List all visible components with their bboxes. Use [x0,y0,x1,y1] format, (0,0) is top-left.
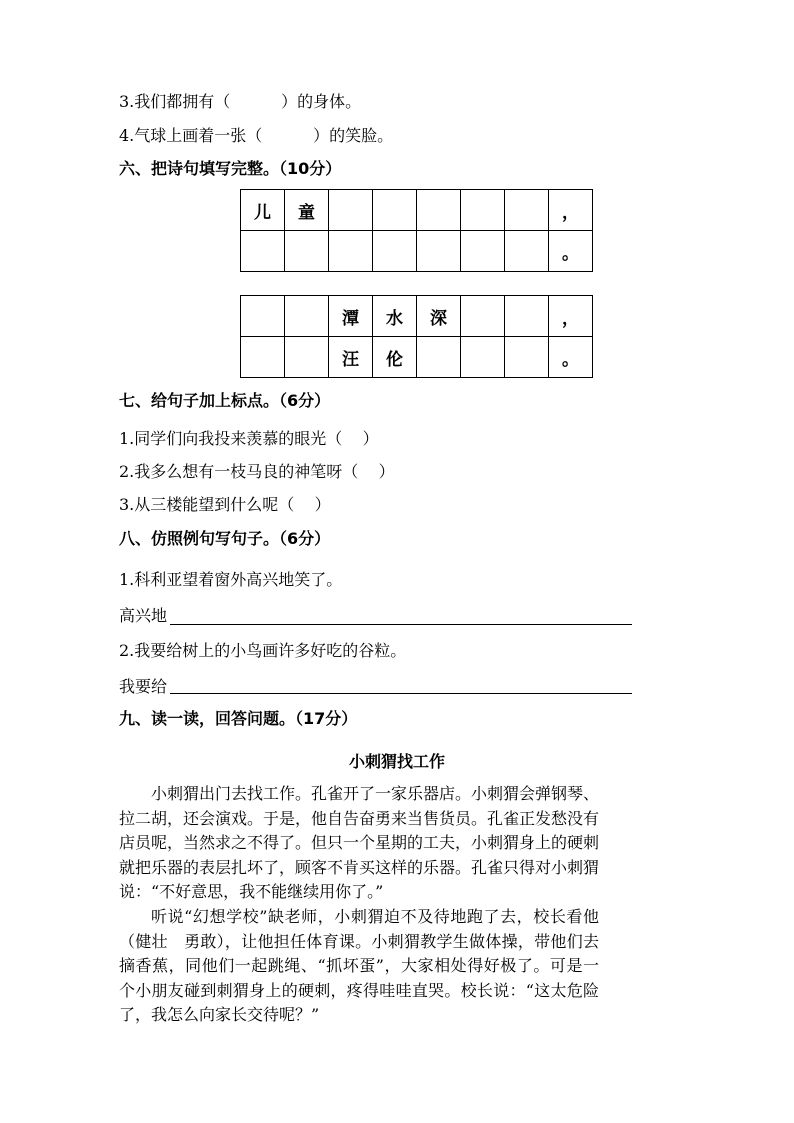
example-sentence-2: 2.我要给树上的小鸟画许多好吃的谷粒。 [119,641,407,660]
grid-cell[interactable] [373,190,417,231]
grid-cell[interactable] [417,337,461,378]
grid-cell: 深 [417,296,461,337]
section-9-heading: 九、读一读，回答问题。（17分） [119,709,358,728]
punctuation-item-3: 3.从三楼能望到什么呢（ ） [119,495,331,514]
grid-cell[interactable] [461,190,505,231]
grid-cell[interactable] [461,296,505,337]
grid-cell[interactable] [329,190,373,231]
grid-cell: 伦 [373,337,417,378]
grid-cell: ， [549,296,593,337]
answer-line-2[interactable] [170,693,632,694]
grid-cell: 童 [285,190,329,231]
grid-cell[interactable] [285,337,329,378]
grid-cell: 。 [549,337,593,378]
grid-cell[interactable] [461,231,505,272]
grid-cell: 汪 [329,337,373,378]
section-6-heading: 六、把诗句填写完整。（10分） [119,159,342,178]
grid-cell: 潭 [329,296,373,337]
grid-cell[interactable] [241,231,285,272]
punctuation-item-1: 1.同学们向我投来羡慕的眼光（ ） [119,429,379,448]
grid-cell[interactable] [417,190,461,231]
grid-cell: 水 [373,296,417,337]
poem-grid-1 [240,189,593,272]
punctuation-item-2: 2.我多么想有一枝马良的神笔呀（ ） [119,462,395,481]
grid-cell[interactable] [505,231,549,272]
poem-grid-2 [240,295,593,378]
section-7-heading: 七、给句子加上标点。（6分） [119,391,331,410]
grid-cell[interactable] [285,231,329,272]
grid-cell[interactable] [461,337,505,378]
section-8-heading: 八、仿照例句写句子。（6分） [119,529,331,548]
question-3: 3.我们都拥有（ ）的身体。 [119,92,362,111]
grid-cell: 儿 [241,190,285,231]
grid-cell: ， [549,190,593,231]
grid-cell: 。 [549,231,593,272]
grid-cell[interactable] [241,296,285,337]
grid-cell[interactable] [373,231,417,272]
example-sentence-1: 1.科利亚望着窗外高兴地笑了。 [119,570,343,589]
story-paragraph-1: 小刺猬出门去找工作。孔雀开了一家乐器店。小刺猬会弹钢琴、拉二胡，还会演戏。于是，他自告奋勇来当售货员。孔雀正发愁没有店员呢，当然求之不得了。但只一个星期的工夫，小刺猬身上的硬刺就把乐器的表层扎坏了，顾客不肯买这样的乐器。孔雀只得对小刺猬说：“不好意思，我不能继续用你了。” [119,784,600,902]
grid-cell[interactable] [505,190,549,231]
story-paragraph-2: 听说“幻想学校”缺老师，小刺猬迫不及待地跑了去，校长看他（健壮 勇敢），让他担任体育课。小刺猬教学生做体操，带他们去摘香蕉，同他们一起跳绳、“抓坏蛋”，大家相处得好极了。可是一个小朋友碰到刺猬身上的硬刺，疼得哇哇直哭。校长说：“这太危险了，我怎么向家长交待呢？” [119,907,599,1025]
story-title: 小刺猬找工作 [348,752,445,771]
grid-cell[interactable] [505,337,549,378]
grid-cell[interactable] [417,231,461,272]
grid-cell[interactable] [241,337,285,378]
grid-cell[interactable] [329,231,373,272]
grid-cell[interactable] [285,296,329,337]
write-prompt-1: 高兴地 [119,606,168,625]
write-prompt-2: 我要给 [119,677,168,696]
grid-cell[interactable] [505,296,549,337]
answer-line-1[interactable] [170,624,632,625]
question-4: 4.气球上画着一张（ ）的笑脸。 [119,126,394,145]
